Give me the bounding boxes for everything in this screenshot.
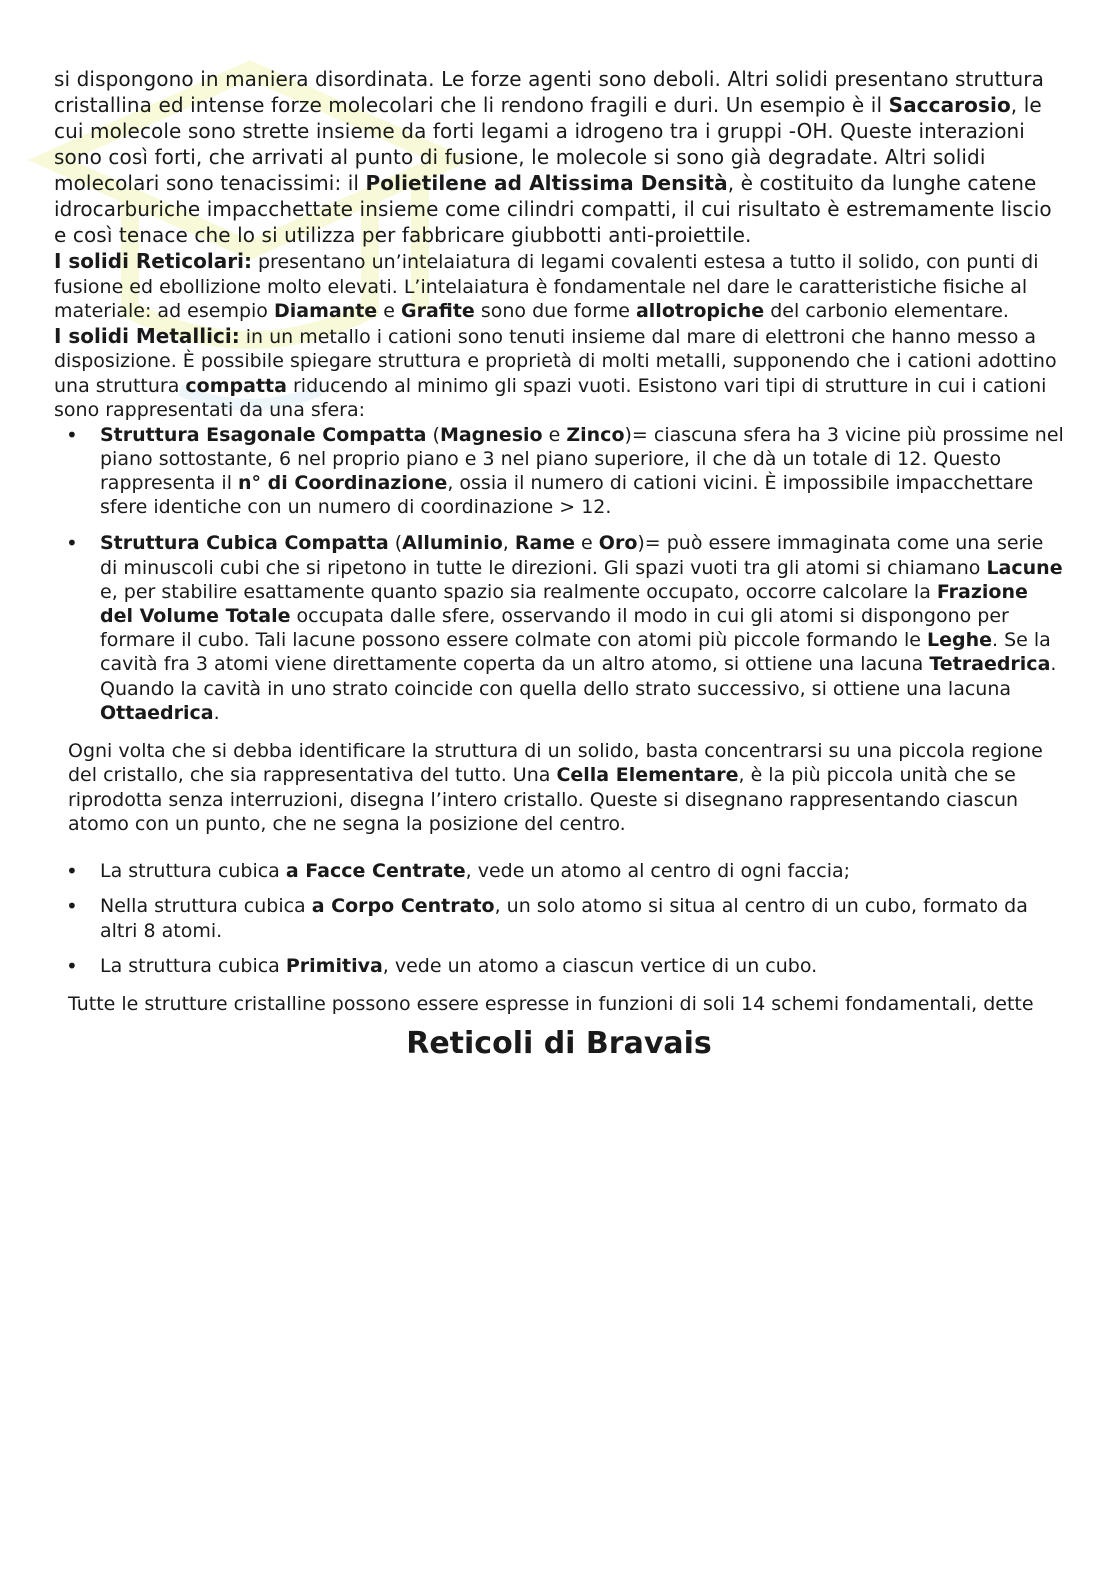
- text-run: si dispongono in maniera disordinata. Le forze agenti sono deboli. Altri solidi presentano struttura cristallina ed intense forze molecolari che li rendono fragili e duri. Un esempio è il: [54, 67, 1044, 117]
- document-page: [54, 66, 1064, 1062]
- term: Lacune: [986, 556, 1063, 579]
- list-item-hexagonal: [54, 423, 1064, 520]
- text-run: Ogni volta che si debba identificare la struttura di un solido, basta concentrarsi su una piccola regione del cristallo, che sia rappresentativa del tutto. Una: [68, 739, 1043, 787]
- term-grafite: Grafite: [400, 300, 475, 322]
- section-heading-metallic: I solidi Metallici:: [54, 323, 240, 348]
- list-item-body-centered: [54, 894, 1064, 943]
- section-heading-reticular: I solidi Reticolari:: [54, 249, 252, 273]
- text-run: )= ciascuna sfera ha 3 vicine più prossime nel piano sottostante, 6 nel proprio piano e 3 nel piano superiore, il che dà un totale di 12. Questo rappresenta il: [100, 423, 1064, 494]
- text-run: riducendo al minimo gli spazi vuoti. Esistono vari tipi di strutture in cui i cationi sono rappresentati da una sfera:: [54, 374, 1047, 421]
- text-run: occupata dalle sfere, osservando il modo in cui gli atomi si dispongono per formare il cubo. Tali lacune possono essere colmate con atomi più piccole formando le: [100, 604, 1009, 652]
- text-run: ,: [502, 532, 515, 555]
- term: Tetraedrica: [929, 653, 1051, 676]
- text-run: . Se la cavità fra 3 atomi viene direttamente coperta da un altro atomo, si ottiene una lacuna: [100, 629, 1051, 676]
- text-run: e: [542, 423, 567, 446]
- term: Ottaedrica: [100, 701, 214, 724]
- term-diamante: Diamante: [273, 300, 378, 322]
- term-saccarosio: Saccarosio: [888, 93, 1011, 117]
- term: n° di Coordinazione: [238, 471, 448, 494]
- term-polietilene: Polietilene ad Altissima Densità: [365, 171, 728, 195]
- term: Oro: [598, 532, 638, 555]
- list-cubic-cells: [54, 859, 1064, 979]
- term: Struttura Cubica Compatta: [100, 532, 389, 555]
- text-run: , vede un atomo a ciascun vertice di un cubo.: [382, 955, 818, 978]
- paragraph-reticular-solids: [54, 249, 1064, 324]
- list-item-cubic-compact: [54, 531, 1064, 725]
- term: Magnesio: [439, 423, 543, 446]
- term: Rame: [514, 532, 576, 555]
- text-run: (: [426, 423, 440, 446]
- text-run: , un solo atomo si situa al centro di un cubo, formato da altri 8 atomi.: [100, 895, 1028, 942]
- term: Alluminio: [402, 532, 503, 555]
- term: Zinco: [566, 423, 625, 446]
- text-run: sono due forme: [474, 300, 636, 322]
- text-run: , vede un atomo al centro di ogni faccia;: [465, 859, 851, 882]
- term: Frazione del Volume Totale: [100, 580, 1028, 627]
- text-run: (: [388, 532, 403, 555]
- text-run: La struttura cubica: [100, 955, 286, 978]
- text-run: in un metallo i cationi sono tenuti insieme dal mare di elettroni che hanno messo a disposizione. È possibile spiegare struttura e proprietà di molti metalli, supponendo che i cationi adottino una struttura: [54, 325, 1057, 397]
- heading-reticoli-di-bravais: Reticoli di Bravais: [406, 1026, 712, 1062]
- term-allotropiche: allotropiche: [635, 300, 765, 322]
- text-run: .: [213, 701, 220, 724]
- text-run: La struttura cubica: [100, 859, 286, 882]
- text-run: e, per stabilire esattamente quanto spazio sia realmente occupato, occorre calcolare la: [100, 580, 937, 603]
- list-packing-structures: [54, 423, 1064, 725]
- text-run: , ossia il numero di cationi vicini. È impossibile impacchettare sfere identiche con un numero di coordinazione > 12.: [100, 471, 1034, 519]
- paragraph-unit-cell: [54, 739, 1064, 837]
- term-compatta: compatta: [185, 374, 287, 397]
- term-cella-elementare: Cella Elementare: [556, 764, 739, 787]
- text-run: . Quando la cavità in uno strato coincide con quella dello strato successivo, si ottiene una lacuna: [100, 653, 1057, 700]
- term: Primitiva: [285, 955, 383, 978]
- term: a Facce Centrate: [285, 859, 466, 882]
- text-run: e: [575, 532, 599, 555]
- term: a Corpo Centrato: [311, 895, 495, 918]
- text-run: presentano un’intelaiatura di legami covalenti estesa a tutto il solido, con punti di fusione ed ebollizione molto elevati. L’intelaiatura è fondamentale nel dare le caratteristiche fisiche al materiale: ad esempio: [54, 251, 1039, 322]
- text-run: del carbonio elementare.: [764, 300, 1009, 322]
- term: Struttura Esagonale Compatta: [100, 423, 427, 446]
- text-run: , è la più piccola unità che se riprodotta senza interruzioni, disegna l’intero cristallo. Queste si disegnano rappresentando ciascun atomo con un punto, che ne segna la posizione del centro.: [68, 764, 1019, 836]
- text-run: Nella struttura cubica: [100, 895, 312, 918]
- paragraph-metallic-solids: [54, 324, 1064, 423]
- text-run: )= può essere immaginata come una serie di minuscoli cubi che si ripetono in tutte le direzioni. Gli spazi vuoti tra gli atomi si chiamano: [100, 532, 1044, 579]
- list-item-face-centered: [54, 859, 1064, 884]
- list-item-primitive: [54, 954, 1064, 979]
- paragraph-molecular-solids: [54, 66, 1064, 248]
- text-run: e: [377, 300, 401, 322]
- text-run: , è costituito da lunghe catene idrocarburiche impacchettate insieme come cilindri compatti, il cui risultato è estremamente liscio e così tenace che lo si utilizza per fabbricare giubbotti anti-proiettile.: [54, 171, 1052, 247]
- term: Leghe: [926, 629, 992, 652]
- text-run: , le cui molecole sono strette insieme da forti legami a idrogeno tra i gruppi -OH. Queste interazioni sono così forti, che arrivati al punto di fusione, le molecole si sono già degradate. Altri solidi molecolari sono tenacissimi: il: [54, 93, 1042, 195]
- paragraph-bravais: Tutte le strutture cristalline possono essere espresse in funzioni di soli 14 schemi fondamentali, dette: [68, 992, 1034, 1015]
